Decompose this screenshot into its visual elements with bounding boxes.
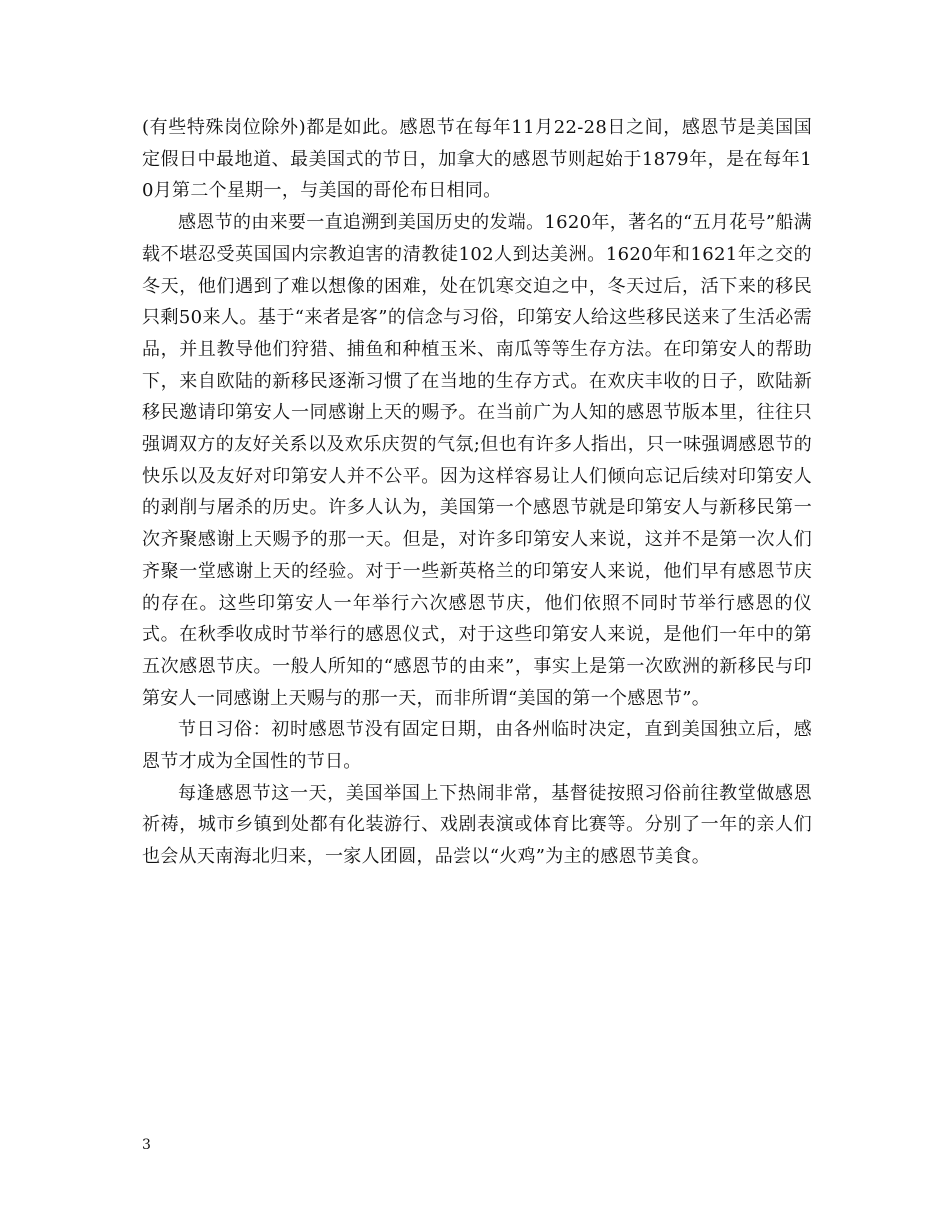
paragraph-origin: 感恩节的由来要一直追溯到美国历史的发端。1620年，著名的“五月花号”船满载不堪忍受英国国内宗教迫害的清教徒102人到达美洲。1620年和1621年之交的冬天，他们遇到了难以想像的困难，处在饥寒交迫之中，冬天过后，活下来的移民只剩50来人。基于“来者是客”的信念与习俗，印第安人给这些移民送来了生活必需品，并且教导他们狩猎、捕鱼和种植玉米、南瓜等等生存方法。在印第安人的帮助下，来自欧陆的新移民逐渐习惯了在当地的生存方式。在欢庆丰收的日子，欧陆新移民邀请印第安人一同感谢上天的赐予。在当前广为人知的感恩节版本里，往往只强调双方的友好关系以及欢乐庆贺的气氛;但也有许多人指出，只一味强调感恩节的快乐以及友好对印第安人并不公平。因为这样容易让人们倾向忘记后续对印第安人的剥削与屠杀的历史。许多人认为，美国第一个感恩节就是印第安人与新移民第一次齐聚感谢上天赐予的那一天。但是，对许多印第安人来说，这并不是第一次人们齐聚一堂感谢上天的经验。对于一些新英格兰的印第安人来说，他们早有感恩节庆的存在。这些印第安人一年举行六次感恩节庆，他们依照不同时节举行感恩的仪式。在秋季收成时节举行的感恩仪式，对于这些印第安人来说，是他们一年中的第五次感恩节庆。一般人所知的“感恩节的由来”，事实上是第一次欧洲的新移民与印第安人一同感谢上天赐与的那一天，而非所谓“美国的第一个感恩节”。 xyxy=(142,212,812,709)
page-number: 3 xyxy=(142,1137,151,1153)
paragraph-celebration: 每逢感恩节这一天，美国举国上下热闹非常，基督徒按照习俗前往教堂做感恩祈祷，城市乡镇到处都有化装游行、戏剧表演或体育比赛等。分别了一年的亲人们也会从天南海北归来，一家人团圆，品尝以“火鸡”为主的感恩节美食。 xyxy=(142,782,812,868)
paragraph-continuation: (有些特殊岗位除外)都是如此。感恩节在每年11月22-28日之间，感恩节是美国国定假日中最地道、最美国式的节日，加拿大的感恩节则起始于1879年，是在每年10月第二个星期一，与美国的哥伦布日相同。 xyxy=(142,117,812,202)
paragraph-customs: 节日习俗：初时感恩节没有固定日期，由各州临时决定，直到美国独立后，感恩节才成为全国性的节日。 xyxy=(142,719,812,773)
document-body xyxy=(142,112,812,873)
